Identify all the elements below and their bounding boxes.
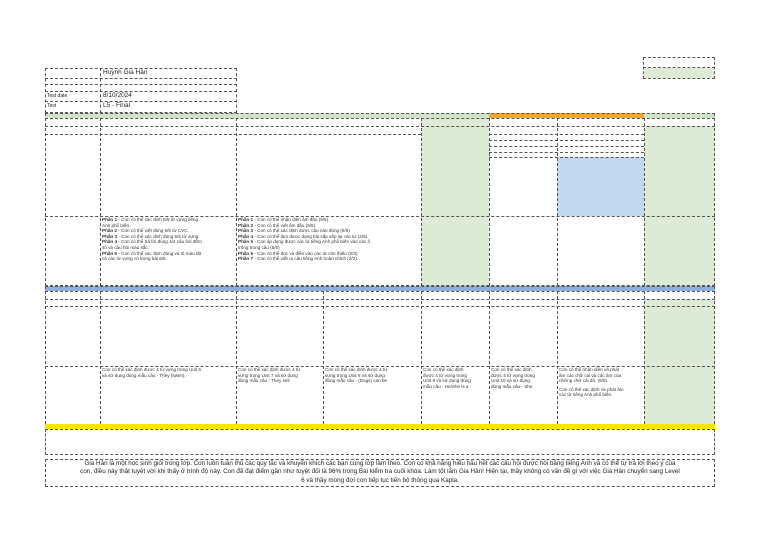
divider — [489, 146, 644, 147]
divider — [421, 118, 422, 286]
divider — [644, 291, 645, 424]
comment-line: vựng trong Unit 8 và sử dụng — [325, 372, 385, 378]
divider — [644, 118, 645, 286]
summary-line: Gia Hân là một học sinh giỏi trong lớp. Con luôn tuân thủ các quy tắc và khuyến khích các bạn cùng lớp làm theo. Con có khả năng hiểu hầu hết các câu hỏi được hỏi bằng tiếng Anh và có thể tự trả lời theo ý của — [84, 460, 676, 467]
divider — [45, 91, 237, 92]
comment-line: mẫu câu - He/She is a — [423, 383, 469, 389]
comment-line: Con có thể xác định được 4 từ vựng trong Unit 6 — [102, 367, 202, 372]
part-line: Phần 4 - Con có thể trả lời đúng 4/4 câu hỏi đếm — [102, 239, 202, 245]
divider — [45, 134, 421, 135]
top-right-green-cell — [644, 68, 714, 78]
part-line: Phần 3 - Con có thể xác định được câu nào đúng (5/5) — [238, 228, 350, 234]
part-line: Phần 7 - Con có thể viết ra câu tiếng Anh hoàn chỉnh (2/2) — [238, 256, 357, 262]
comment-line: được 4 từ vựng trong — [491, 372, 535, 378]
part-line: cả các từ vựng có trong bài 6/6. — [102, 256, 167, 262]
divider — [45, 78, 237, 79]
divider — [489, 134, 644, 135]
divider — [45, 101, 237, 102]
comment-line: được 4 từ vựng trong — [423, 372, 467, 378]
unit-comment-4 — [423, 367, 488, 423]
test-label: Test — [47, 103, 57, 109]
summary-text — [46, 460, 714, 485]
phonics-comment — [559, 367, 643, 423]
summary-line: 6 và thầy mong đợi con tiếp tục tiến bộ thông qua Kapla. — [301, 476, 459, 484]
divider — [236, 291, 237, 424]
divider — [489, 152, 644, 153]
divider — [45, 299, 715, 300]
comment-line: Con có thể xác định được 4 từ — [325, 367, 388, 372]
unit-comment-1 — [102, 367, 235, 423]
part-line: Phần 5 - Con có thể xác định đúng và tô màu tất — [102, 250, 202, 256]
comment-line: các từ tiếng Anh phổ biến. — [559, 392, 613, 398]
comment-line: Con có thể xác định và phát âm — [559, 386, 624, 392]
part-line: trống trong câu (5/5) — [238, 244, 280, 250]
divider — [489, 157, 644, 158]
part-line: Phần 5 - Con áp dụng được các từ tiếng Anh phổ biến vào các ô — [238, 239, 370, 245]
divider — [323, 291, 324, 424]
divider — [489, 140, 644, 141]
student-name: Huỳnh Gia Hân — [103, 69, 148, 76]
part-line: Phần 2 - Con có thể viết âm đầu (5/5) — [238, 222, 316, 228]
part-line: Phần 2 - Con có thể viết đúng 5/5 từ CVC. — [102, 228, 189, 234]
part-line: Phần 3 - Con có thể xác định đúng 5/5 từ vựng. — [102, 233, 200, 239]
comment-line: âm các chữ cái và các âm của — [559, 372, 622, 378]
comment-line: vựng trong Unit 7 và sử dụng — [238, 372, 298, 378]
comment-line: đúng mẫu câu - They sell — [238, 378, 290, 384]
test-name: L5 - Final — [103, 102, 131, 109]
comment-line: những chữ cái đó. (5/5). — [559, 378, 609, 384]
unit-comment-5 — [491, 367, 556, 423]
unit-comment-3 — [325, 367, 420, 423]
part-results-right — [238, 217, 420, 285]
divider — [557, 291, 558, 424]
part-line: Anh phổ biến. — [102, 222, 131, 228]
divider — [45, 306, 715, 307]
part-line: Phần 1 - Con có thể nhận diện âm đầu (5/5) — [238, 217, 329, 222]
divider — [643, 67, 715, 68]
test-date: 8/10/2024 — [103, 92, 132, 99]
unit-comment-2 — [238, 367, 322, 423]
test-date-label: Test date — [47, 93, 68, 99]
comment-line: và sử dụng đúng mẫu câu - They (swim). — [102, 372, 186, 378]
comment-line: đúng mẫu câu - She — [491, 383, 533, 389]
summary-box — [45, 429, 715, 455]
divider — [489, 291, 490, 424]
part-line: số và câu hỏi màu sắc. — [102, 244, 149, 250]
comment-line: Con có thể xác định được 4 từ — [238, 367, 301, 372]
comment-line: Con có thể xác định — [491, 367, 532, 372]
summary-line: con, điều này thật tuyệt vời khi thấy ở trình độ này. Con đã đạt điểm gần như tuyệt đối là 96% trong Bài kiểm tra cuối khóa. Làm tốt lắm Gia Hân! Hiện tại, thầy không có vấn đề gì với việc Gia Hân chuyển sang Level — [80, 468, 680, 476]
part-line: Phần 1 - Con có thể xác định 5/5 từ vựng tiếng — [102, 217, 199, 222]
divider — [45, 291, 715, 292]
comment-line: Unit 10 và sử dụng — [491, 378, 530, 384]
divider — [100, 118, 101, 286]
part-line: Phần 6 - Con có thể đọc và điền vào các từ còn thiếu (0/3) — [238, 250, 358, 256]
divider — [489, 118, 490, 286]
divider — [45, 84, 237, 85]
comment-line: Con có thể xác định — [423, 367, 464, 372]
part-line: Phần 4 - Con có thể làm được dạng bài sắp xếp lại các từ (4/5) — [238, 233, 368, 239]
comment-line: Unit 9 và sử dụng đúng — [423, 378, 471, 384]
divider — [45, 126, 715, 127]
divider — [557, 118, 558, 286]
part-results-left — [102, 217, 235, 285]
comment-line: Con có thể nhận diện và phát — [559, 367, 620, 372]
divider — [45, 118, 715, 119]
divider — [100, 291, 101, 424]
divider — [236, 118, 237, 286]
divider — [421, 291, 422, 424]
comment-line: đúng mẫu câu - (Dogs) can be — [325, 378, 388, 384]
